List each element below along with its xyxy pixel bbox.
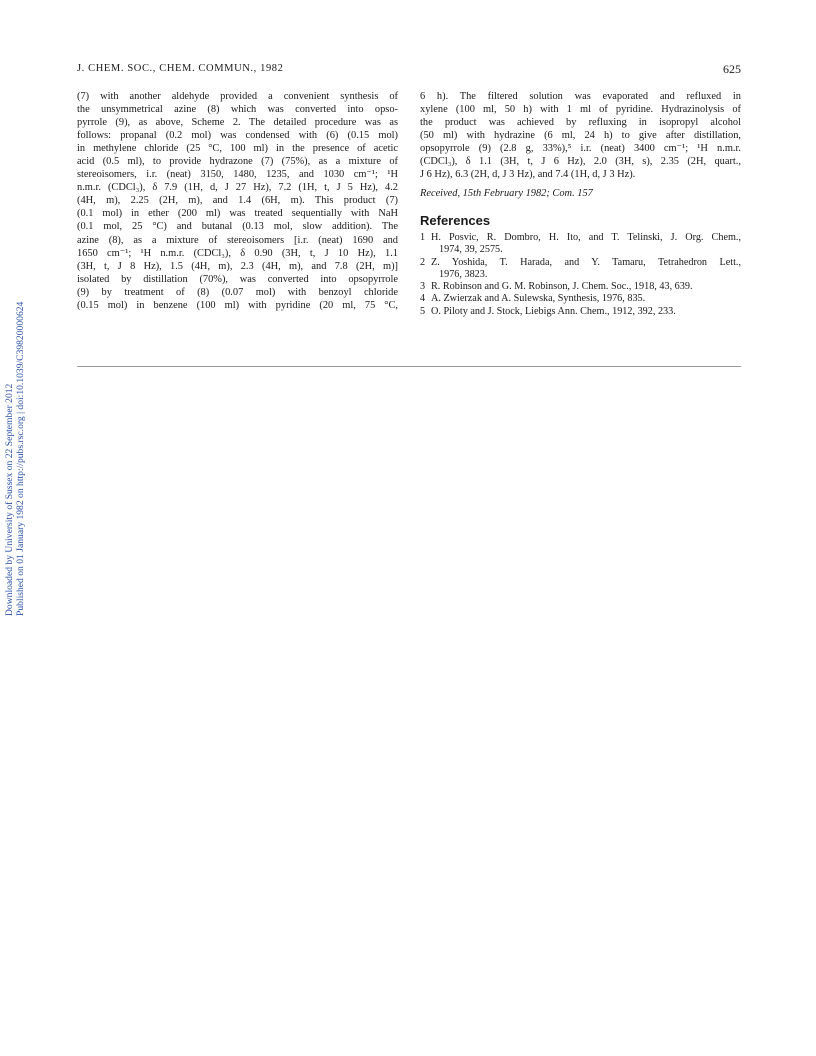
text-line: (9) by treatment of (8) (0.07 mol) with benzoyl chloride xyxy=(77,286,398,298)
reference-item xyxy=(420,257,741,282)
reference-number: 5 xyxy=(420,305,426,317)
text-line: azine (8), as a mixture of stereoisomers [i.r. (neat) 1690 and xyxy=(77,234,398,246)
text-line: isolated by distillation (70%), was converted into opsopyrrole xyxy=(77,273,398,285)
page-number: 625 xyxy=(723,62,741,76)
text-line: stereoisomers, i.r. (neat) 3150, 1480, 1235, and 1030 cm⁻¹; ¹H xyxy=(77,169,398,181)
reference-item xyxy=(420,293,741,305)
text-line: follows: propanal (0.2 mol) was condensed with (6) (0.15 mol) xyxy=(77,130,398,142)
reference-number: 3 xyxy=(420,281,426,293)
reference-item xyxy=(420,306,741,318)
text-line: (0.1 mol, 25 °C) and butanal (0.13 mol, slow addition). The xyxy=(77,221,398,233)
reference-number: 4 xyxy=(420,293,426,305)
text-line: pyrrole (9), as above, Scheme 2. The detailed procedure was as xyxy=(77,117,398,129)
text-line: (0.1 mol) in ether (200 ml) was treated sequentially with NaH xyxy=(77,208,398,220)
text-line: (0.15 mol) in benzene (100 ml) with pyridine (20 ml, 75 °C, xyxy=(77,299,398,311)
text-line: xylene (100 ml, 50 h) with 1 ml of pyridine. Hydrazinolysis of xyxy=(420,104,741,116)
reference-item xyxy=(420,281,741,293)
reference-text: R. Robinson and G. M. Robinson, J. Chem. Soc., 1918, 43, 639. xyxy=(431,281,693,293)
text-line: the product was achieved by refluxing in isopropyl alcohol xyxy=(420,117,741,129)
download-sidebar xyxy=(0,0,40,1056)
text-line: the unsymmetrical azine (8) which was converted into opso- xyxy=(77,104,398,116)
text-line: J 6 Hz), 6.3 (2H, d, J 3 Hz), and 7.4 (1H, d, J 3 Hz). xyxy=(420,169,636,181)
journal-header: J. CHEM. SOC., CHEM. COMMUN., 1982 xyxy=(77,63,284,74)
reference-text: A. Zwierzak and A. Sulewska, Synthesis, 1976, 835. xyxy=(431,293,646,305)
footer-divider xyxy=(77,366,741,367)
text-line: acid (0.5 ml), to provide hydrazone (7) (75%), as a mixture of xyxy=(77,156,398,168)
reference-item xyxy=(420,232,741,257)
text-line: opsopyrrole (9) (2.8 g, 33%),⁵ i.r. (neat) 3400 cm⁻¹; ¹H n.m.r. xyxy=(420,143,741,155)
reference-text: 1974, 39, 2575. xyxy=(439,244,503,256)
reference-text: Z. Yoshida, T. Harada, and Y. Tamaru, Tetrahedron Lett., xyxy=(431,256,741,268)
text-line: (3H, t, J 8 Hz), 1.5 (4H, m), 2.3 (4H, m), and 7.8 (2H, m)] xyxy=(77,260,398,272)
download-notice: Downloaded by University of Sussex on 22 September 2012 xyxy=(4,383,15,616)
text-line: 6 h). The filtered solution was evaporated and refluxed in xyxy=(420,91,741,102)
right-column-text xyxy=(420,90,741,181)
text-line: n.m.r. (CDCl₃), δ 7.9 (1H, d, J 27 Hz), 7.2 (1H, t, J 5 Hz), 4.2 xyxy=(77,182,398,194)
reference-text: H. Posvic, R. Dombro, H. Ito, and T. Telinski, J. Org. Chem., xyxy=(431,232,741,243)
text-line: (4H, m), 2.25 (2H, m), and 1.4 (6H, m). This product (7) xyxy=(77,195,398,207)
references-heading: References xyxy=(420,213,491,228)
text-line: (CDCl₃), δ 1.1 (3H, t, J 6 Hz), 2.0 (3H, s), 2.35 (2H, quart., xyxy=(420,156,741,168)
text-line: (7) with another aldehyde provided a convenient synthesis of xyxy=(77,91,398,102)
text-line: 1650 cm⁻¹; ¹H n.m.r. (CDCl₃), δ 0.90 (3H, t, J 10 Hz), 1.1 xyxy=(77,247,398,259)
reference-number: 2 xyxy=(420,256,426,268)
left-column-text xyxy=(77,90,398,312)
text-line: (50 ml) with hydrazine (6 ml, 24 h) to give after distillation, xyxy=(420,130,741,142)
reference-number: 1 xyxy=(420,232,426,243)
received-line: Received, 15th February 1982; Com. 157 xyxy=(420,188,593,199)
references-list xyxy=(420,232,741,318)
text-line: in methylene chloride (25 °C, 100 ml) in the presence of acetic xyxy=(77,143,398,155)
reference-text: 1976, 3823. xyxy=(439,268,488,280)
publication-notice-link[interactable]: Published on 01 January 1982 on http://pubs.rsc.org | doi:10.1039/C39820000624 xyxy=(15,301,26,616)
reference-text: O. Piloty and J. Stock, Liebigs Ann. Chem., 1912, 392, 233. xyxy=(431,305,676,317)
